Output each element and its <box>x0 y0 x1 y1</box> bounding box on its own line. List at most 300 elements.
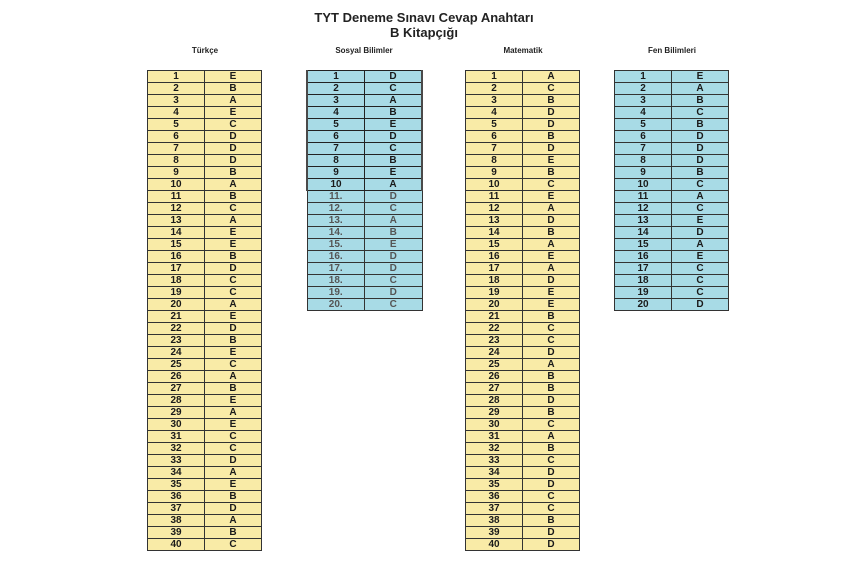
question-number: 10 <box>307 179 365 191</box>
answer-letter: D <box>523 143 580 155</box>
answer-letter: B <box>672 167 729 179</box>
question-number: 19. <box>307 287 365 299</box>
answer-letter: B <box>205 251 262 263</box>
question-number: 4 <box>466 107 523 119</box>
question-number: 33 <box>148 455 205 467</box>
question-number: 20 <box>148 299 205 311</box>
question-number: 17. <box>307 263 365 275</box>
table-row <box>307 227 422 239</box>
table-row <box>615 179 729 191</box>
answer-letter: A <box>205 371 262 383</box>
question-number: 9 <box>466 167 523 179</box>
question-number: 8 <box>307 155 365 167</box>
question-number: 34 <box>148 467 205 479</box>
answer-letter: E <box>523 251 580 263</box>
table-row <box>148 179 262 191</box>
question-number: 15 <box>148 239 205 251</box>
table-row <box>148 71 262 83</box>
answer-letter: B <box>205 83 262 95</box>
question-number: 6 <box>615 131 672 143</box>
table-row <box>615 287 729 299</box>
answer-letter: C <box>672 179 729 191</box>
question-number: 34 <box>466 467 523 479</box>
table-row <box>615 119 729 131</box>
question-number: 39 <box>148 527 205 539</box>
table-row <box>466 443 580 455</box>
answer-letter: D <box>205 155 262 167</box>
question-number: 39 <box>466 527 523 539</box>
question-number: 29 <box>466 407 523 419</box>
answer-letter: B <box>205 491 262 503</box>
table-row <box>148 203 262 215</box>
question-number: 25 <box>466 359 523 371</box>
question-number: 17 <box>466 263 523 275</box>
table-row <box>307 107 422 119</box>
answer-letter: D <box>205 455 262 467</box>
question-number: 9 <box>615 167 672 179</box>
table-row <box>466 323 580 335</box>
table-row <box>148 263 262 275</box>
answer-letter: B <box>523 515 580 527</box>
table-row <box>615 155 729 167</box>
answer-letter: D <box>523 479 580 491</box>
answer-letter: A <box>205 407 262 419</box>
answer-letter: D <box>672 155 729 167</box>
table-row <box>466 347 580 359</box>
question-number: 9 <box>148 167 205 179</box>
answer-letter: B <box>523 311 580 323</box>
table-row <box>466 407 580 419</box>
table-row <box>466 95 580 107</box>
answer-letter: E <box>205 419 262 431</box>
table-row <box>615 95 729 107</box>
answer-letter: A <box>205 515 262 527</box>
answer-letter: E <box>205 239 262 251</box>
answer-letter: C <box>205 119 262 131</box>
question-number: 13 <box>148 215 205 227</box>
answer-letter: D <box>523 527 580 539</box>
answer-table-fen <box>614 70 729 311</box>
question-number: 8 <box>466 155 523 167</box>
question-number: 11. <box>307 191 365 203</box>
table-row <box>148 275 262 287</box>
table-row <box>466 227 580 239</box>
question-number: 22 <box>148 323 205 335</box>
answer-letter: D <box>672 299 729 311</box>
question-number: 8 <box>615 155 672 167</box>
question-number: 26 <box>148 371 205 383</box>
answer-table-matematik <box>465 70 580 551</box>
table-row <box>615 215 729 227</box>
question-number: 1 <box>466 71 523 83</box>
table-row <box>615 203 729 215</box>
table-row <box>466 131 580 143</box>
question-number: 3 <box>466 95 523 107</box>
table-row <box>615 167 729 179</box>
table-row <box>466 179 580 191</box>
answer-letter: B <box>365 227 423 239</box>
table-row <box>148 491 262 503</box>
table-row <box>148 323 262 335</box>
answer-letter: C <box>523 455 580 467</box>
table-row <box>148 335 262 347</box>
answer-letter: A <box>672 191 729 203</box>
question-number: 16 <box>466 251 523 263</box>
answer-letter: C <box>523 83 580 95</box>
question-number: 10 <box>615 179 672 191</box>
table-row <box>466 155 580 167</box>
answer-letter: C <box>205 539 262 551</box>
answer-letter: B <box>205 383 262 395</box>
question-number: 24 <box>148 347 205 359</box>
question-number: 11 <box>615 191 672 203</box>
table-row <box>148 539 262 551</box>
answer-letter: A <box>672 239 729 251</box>
table-row <box>466 275 580 287</box>
answer-letter: E <box>672 71 729 83</box>
table-row <box>615 191 729 203</box>
answer-letter: D <box>205 323 262 335</box>
answer-letter: D <box>523 467 580 479</box>
section-heading-fen: Fen Bilimleri <box>647 46 696 55</box>
answer-letter: C <box>365 143 423 155</box>
answer-letter: D <box>523 539 580 551</box>
table-row <box>466 383 580 395</box>
table-row <box>148 383 262 395</box>
answer-letter: D <box>523 119 580 131</box>
question-number: 36 <box>466 491 523 503</box>
question-number: 19 <box>148 287 205 299</box>
answer-letter: C <box>205 203 262 215</box>
table-row <box>466 203 580 215</box>
answer-letter: C <box>365 83 423 95</box>
question-number: 4 <box>148 107 205 119</box>
question-number: 2 <box>307 83 365 95</box>
table-row <box>466 491 580 503</box>
question-number: 1 <box>307 71 365 83</box>
question-number: 13 <box>615 215 672 227</box>
table-row <box>466 335 580 347</box>
table-row <box>148 431 262 443</box>
question-number: 32 <box>466 443 523 455</box>
answer-letter: A <box>365 179 423 191</box>
answer-letter: A <box>205 215 262 227</box>
question-number: 30 <box>466 419 523 431</box>
answer-letter: E <box>672 251 729 263</box>
question-number: 15 <box>615 239 672 251</box>
table-row <box>615 251 729 263</box>
answer-letter: A <box>205 179 262 191</box>
question-number: 13 <box>466 215 523 227</box>
answer-letter: A <box>523 431 580 443</box>
question-number: 20 <box>615 299 672 311</box>
question-number: 20 <box>466 299 523 311</box>
table-row <box>615 239 729 251</box>
table-row <box>466 467 580 479</box>
question-number: 15 <box>466 239 523 251</box>
question-number: 36 <box>148 491 205 503</box>
question-number: 38 <box>466 515 523 527</box>
table-row <box>466 311 580 323</box>
question-number: 4 <box>307 107 365 119</box>
table-row <box>148 371 262 383</box>
table-row <box>615 227 729 239</box>
table-row <box>615 71 729 83</box>
question-number: 14 <box>466 227 523 239</box>
question-number: 4 <box>615 107 672 119</box>
table-row <box>148 395 262 407</box>
answer-letter: B <box>523 407 580 419</box>
answer-letter: E <box>672 215 729 227</box>
question-number: 14. <box>307 227 365 239</box>
answer-letter: A <box>523 359 580 371</box>
answer-letter: E <box>205 227 262 239</box>
question-number: 24 <box>466 347 523 359</box>
answer-letter: C <box>672 275 729 287</box>
answer-letter: A <box>672 83 729 95</box>
question-number: 32 <box>148 443 205 455</box>
answer-letter: C <box>672 203 729 215</box>
table-row <box>466 503 580 515</box>
answer-letter: C <box>205 275 262 287</box>
question-number: 5 <box>148 119 205 131</box>
table-row <box>466 191 580 203</box>
answer-letter: D <box>205 263 262 275</box>
table-row <box>148 443 262 455</box>
table-row <box>148 119 262 131</box>
question-number: 19 <box>615 287 672 299</box>
question-number: 11 <box>466 191 523 203</box>
table-row <box>466 515 580 527</box>
question-number: 7 <box>466 143 523 155</box>
answer-letter: E <box>205 311 262 323</box>
question-number: 3 <box>148 95 205 107</box>
answer-letter: D <box>672 227 729 239</box>
table-row <box>615 83 729 95</box>
answer-letter: B <box>205 335 262 347</box>
answer-letter: D <box>365 263 423 275</box>
question-number: 17 <box>615 263 672 275</box>
question-number: 5 <box>466 119 523 131</box>
table-row <box>148 239 262 251</box>
table-row <box>307 239 422 251</box>
table-row <box>148 455 262 467</box>
answer-letter: D <box>365 71 423 83</box>
question-number: 8 <box>148 155 205 167</box>
answer-letter: B <box>523 131 580 143</box>
table-row <box>307 167 422 179</box>
table-row <box>148 227 262 239</box>
table-row <box>466 263 580 275</box>
table-row <box>307 215 422 227</box>
answer-letter: D <box>672 131 729 143</box>
table-row <box>615 131 729 143</box>
table-row <box>307 71 422 83</box>
table-row <box>466 527 580 539</box>
answer-letter: D <box>365 191 423 203</box>
question-number: 12 <box>148 203 205 215</box>
question-number: 21 <box>148 311 205 323</box>
table-row <box>307 155 422 167</box>
table-row <box>466 539 580 551</box>
table-row <box>148 503 262 515</box>
question-number: 21 <box>466 311 523 323</box>
table-row <box>148 143 262 155</box>
question-number: 11 <box>148 191 205 203</box>
answer-letter: A <box>205 95 262 107</box>
question-number: 1 <box>148 71 205 83</box>
question-number: 40 <box>466 539 523 551</box>
answer-letter: D <box>523 107 580 119</box>
answer-letter: D <box>365 131 423 143</box>
table-row <box>466 83 580 95</box>
answer-letter: C <box>205 359 262 371</box>
answer-letter: B <box>205 191 262 203</box>
question-number: 33 <box>466 455 523 467</box>
answer-letter: B <box>205 527 262 539</box>
table-row <box>466 107 580 119</box>
question-number: 19 <box>466 287 523 299</box>
answer-letter: E <box>205 395 262 407</box>
question-number: 30 <box>148 419 205 431</box>
answer-letter: B <box>365 155 423 167</box>
question-number: 25 <box>148 359 205 371</box>
answer-letter: E <box>205 479 262 491</box>
table-row <box>148 167 262 179</box>
answer-letter: D <box>523 215 580 227</box>
question-number: 10 <box>466 179 523 191</box>
answer-letter: E <box>365 239 423 251</box>
question-number: 31 <box>148 431 205 443</box>
answer-letter: E <box>523 191 580 203</box>
question-number: 28 <box>466 395 523 407</box>
answer-letter: C <box>205 443 262 455</box>
question-number: 2 <box>615 83 672 95</box>
table-row <box>307 83 422 95</box>
table-row <box>466 215 580 227</box>
table-row <box>466 239 580 251</box>
question-number: 9 <box>307 167 365 179</box>
question-number: 17 <box>148 263 205 275</box>
table-row <box>148 131 262 143</box>
answer-letter: C <box>523 503 580 515</box>
answer-letter: E <box>205 71 262 83</box>
answer-letter: C <box>523 335 580 347</box>
answer-letter: D <box>523 347 580 359</box>
answer-letter: A <box>365 95 423 107</box>
question-number: 14 <box>615 227 672 239</box>
table-row <box>148 419 262 431</box>
question-number: 14 <box>148 227 205 239</box>
table-row <box>148 299 262 311</box>
question-number: 18. <box>307 275 365 287</box>
answer-letter: D <box>672 143 729 155</box>
answer-letter: A <box>205 299 262 311</box>
question-number: 7 <box>148 143 205 155</box>
question-number: 27 <box>466 383 523 395</box>
table-row <box>307 143 422 155</box>
answer-letter: C <box>523 323 580 335</box>
answer-letter: A <box>523 203 580 215</box>
question-number: 2 <box>466 83 523 95</box>
question-number: 35 <box>148 479 205 491</box>
answer-letter: D <box>205 143 262 155</box>
answer-letter: A <box>523 263 580 275</box>
answer-letter: B <box>523 443 580 455</box>
question-number: 16. <box>307 251 365 263</box>
question-number: 29 <box>148 407 205 419</box>
answer-letter: C <box>365 275 423 287</box>
question-number: 26 <box>466 371 523 383</box>
question-number: 10 <box>148 179 205 191</box>
answer-letter: E <box>523 299 580 311</box>
answer-letter: B <box>523 371 580 383</box>
answer-letter: C <box>672 263 729 275</box>
question-number: 31 <box>466 431 523 443</box>
table-row <box>615 107 729 119</box>
question-number: 2 <box>148 83 205 95</box>
answer-letter: C <box>523 491 580 503</box>
question-number: 12. <box>307 203 365 215</box>
answer-letter: C <box>365 203 423 215</box>
table-row <box>466 395 580 407</box>
table-row <box>466 419 580 431</box>
question-number: 3 <box>615 95 672 107</box>
answer-letter: D <box>523 275 580 287</box>
answer-letter: C <box>672 287 729 299</box>
question-number: 16 <box>148 251 205 263</box>
question-number: 18 <box>466 275 523 287</box>
answer-letter: E <box>365 119 423 131</box>
table-row <box>148 191 262 203</box>
answer-letter: C <box>672 107 729 119</box>
table-row <box>148 467 262 479</box>
table-row <box>148 251 262 263</box>
answer-letter: D <box>205 131 262 143</box>
question-number: 38 <box>148 515 205 527</box>
answer-letter: C <box>523 179 580 191</box>
table-row <box>307 95 422 107</box>
table-row <box>615 275 729 287</box>
answer-letter: E <box>523 287 580 299</box>
answer-letter: B <box>365 107 423 119</box>
question-number: 20. <box>307 299 365 311</box>
table-row <box>148 107 262 119</box>
table-row <box>466 167 580 179</box>
answer-letter: E <box>523 155 580 167</box>
question-number: 13. <box>307 215 365 227</box>
answer-letter: D <box>523 395 580 407</box>
answer-letter: B <box>205 167 262 179</box>
table-row <box>148 407 262 419</box>
question-number: 16 <box>615 251 672 263</box>
question-number: 7 <box>307 143 365 155</box>
table-row <box>466 119 580 131</box>
section-heading-matematik: Matematik <box>503 46 543 55</box>
table-row <box>307 275 422 287</box>
table-row <box>307 251 422 263</box>
question-number: 23 <box>148 335 205 347</box>
answer-letter: E <box>205 347 262 359</box>
table-row <box>307 263 422 275</box>
table-row <box>466 359 580 371</box>
table-row <box>148 215 262 227</box>
table-row <box>615 299 729 311</box>
table-row <box>148 83 262 95</box>
question-number: 12 <box>466 203 523 215</box>
answer-letter: D <box>205 503 262 515</box>
question-number: 7 <box>615 143 672 155</box>
